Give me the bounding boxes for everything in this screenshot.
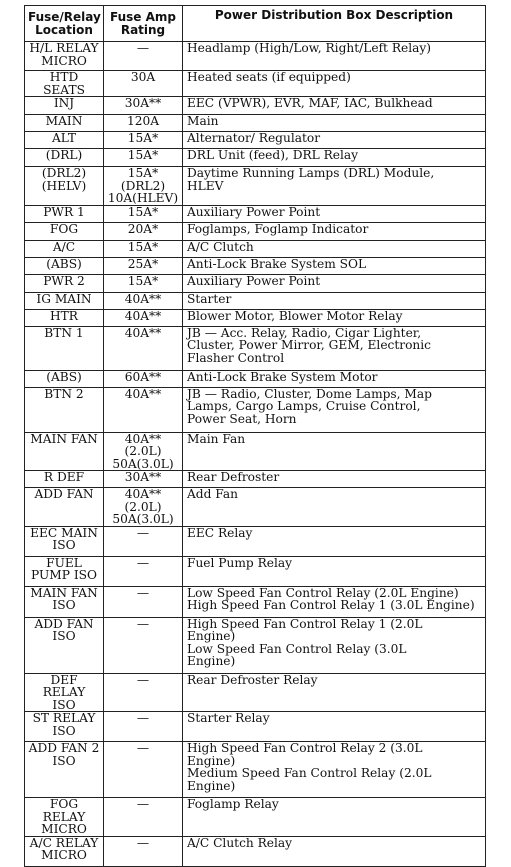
cell-line: FOG [49, 221, 79, 236]
cell-line: 50A(3.0L) [112, 512, 174, 526]
cell-line: Anti-Lock Brake System Motor [187, 369, 378, 384]
cell-line: 15A* [127, 204, 159, 219]
rating-cell [104, 132, 183, 149]
cell-line: — [136, 41, 150, 55]
description-cell [183, 115, 486, 132]
cell-line: Lamps, Cargo Lamps, Cruise Control, [187, 399, 421, 413]
location-cell [25, 798, 104, 837]
rating-cell [104, 488, 183, 527]
cell-line: Cluster, Power Mirror, GEM, Electronic [187, 338, 431, 352]
cell-line: Engine) [187, 629, 236, 643]
rating-cell [104, 309, 183, 326]
table-row [25, 387, 486, 432]
rating-cell [104, 526, 183, 556]
table-row [25, 586, 486, 617]
table-row [25, 222, 486, 240]
cell-line: PWR 2 [43, 273, 85, 288]
cell-line: (DRL) [45, 148, 83, 162]
location-cell [25, 586, 104, 617]
cell-line: High Speed Fan Control Relay 1 (3.0L Engine) [187, 598, 475, 612]
cell-line: 40A**(2.0L) [124, 431, 162, 458]
header-row [25, 6, 486, 42]
rating-cell [104, 617, 183, 673]
table-row [25, 836, 486, 866]
rating-cell [104, 149, 183, 167]
table-row [25, 71, 486, 97]
cell-line: Foglamps, Foglamp Indicator [187, 221, 369, 236]
fuse-relay-table [24, 5, 486, 867]
rating-cell [104, 471, 183, 488]
description-cell [183, 97, 486, 115]
description-cell [183, 432, 486, 471]
description-column-header: Power Distribution Box Description [183, 6, 486, 42]
rating-cell [104, 556, 183, 586]
cell-line: 40A** [124, 291, 162, 306]
location-cell [25, 97, 104, 115]
cell-line: Medium Speed Fan Control Relay (2.0L [187, 766, 432, 780]
table-row [25, 526, 486, 556]
table-row [25, 149, 486, 167]
rating-cell [104, 370, 183, 387]
description-cell [183, 617, 486, 673]
description-cell [183, 167, 486, 206]
cell-line: Starter Relay [187, 711, 270, 725]
description-cell [183, 556, 486, 586]
cell-line: Starter [187, 291, 232, 306]
cell-line: ADD FAN 2 [28, 741, 100, 755]
cell-line: 10A(HLEV) [107, 191, 179, 205]
cell-line: Engine) [187, 753, 236, 768]
location-cell [25, 292, 104, 309]
cell-line: (ABS) [46, 256, 82, 271]
cell-line: A/C Clutch [187, 239, 254, 254]
table-row [25, 97, 486, 115]
cell-line: Flasher Control [187, 350, 285, 365]
table-row [25, 132, 486, 149]
rating-cell [104, 673, 183, 712]
cell-line: Rear Defroster Relay [187, 672, 318, 687]
cell-line: (HELV) [41, 178, 87, 193]
cell-line: High Speed Fan Control Relay 1 (2.0L [187, 616, 423, 631]
rating-cell [104, 586, 183, 617]
table-row [25, 42, 486, 71]
description-cell [183, 387, 486, 432]
rating-cell [104, 836, 183, 866]
cell-line: ISO [52, 753, 76, 768]
cell-line: ISO [52, 697, 76, 712]
cell-line: 15A*(DRL2) [120, 166, 166, 193]
cell-line: MAIN FAN [30, 585, 98, 600]
cell-line: Add Fan [187, 487, 239, 501]
cell-line: Engine) [187, 778, 236, 793]
cell-line: BTN 2 [44, 386, 84, 401]
cell-line: ISO [52, 723, 76, 738]
description-cell [183, 274, 486, 292]
cell-line: Power Seat, Horn [187, 411, 297, 426]
cell-line: Main [187, 114, 219, 128]
location-cell [25, 149, 104, 167]
cell-line: — [136, 797, 150, 811]
rating-cell [104, 71, 183, 97]
cell-line: 50A(3.0L) [112, 456, 174, 471]
rating-cell [104, 326, 183, 370]
cell-line: PUMP ISO [31, 568, 97, 582]
cell-line: 20A* [127, 221, 159, 236]
rating-cell [104, 274, 183, 292]
description-cell [183, 42, 486, 71]
location-cell [25, 71, 104, 97]
rating-cell [104, 42, 183, 71]
description-cell [183, 222, 486, 240]
cell-line: 40A**(2.0L) [124, 487, 162, 514]
location-cell [25, 836, 104, 866]
table-row [25, 488, 486, 527]
cell-line: MAIN FAN [30, 431, 98, 446]
table-row [25, 556, 486, 586]
cell-line: — [136, 672, 150, 687]
cell-line: Heated seats (if equipped) [187, 70, 351, 84]
table-row [25, 309, 486, 326]
cell-line: (DRL2) [41, 166, 87, 180]
cell-line: — [136, 585, 150, 600]
description-cell [183, 309, 486, 326]
cell-line: ISO [52, 538, 76, 552]
cell-line: BTN 1 [44, 325, 84, 340]
table-row [25, 673, 486, 712]
description-cell [183, 742, 486, 798]
cell-line: — [136, 525, 150, 540]
cell-line: Daytime Running Lamps (DRL) Module, [187, 166, 435, 180]
description-cell [183, 326, 486, 370]
cell-line: 15A* [127, 148, 159, 162]
location-cell [25, 673, 104, 712]
location-cell [25, 257, 104, 274]
description-cell [183, 205, 486, 222]
location-cell [25, 240, 104, 257]
cell-line: Engine) [187, 654, 236, 668]
rating-cell [104, 798, 183, 837]
rating-cell [104, 240, 183, 257]
cell-line: FOG RELAY [42, 797, 86, 824]
cell-line: DEF RELAY [42, 672, 86, 699]
table-body [25, 42, 486, 867]
location-cell [25, 488, 104, 527]
description-cell [183, 292, 486, 309]
description-cell [183, 526, 486, 556]
cell-line: Foglamp Relay [187, 797, 279, 811]
description-cell [183, 798, 486, 837]
rating-cell [104, 292, 183, 309]
cell-line: Anti-Lock Brake System SOL [187, 256, 367, 271]
location-cell [25, 617, 104, 673]
rating-cell [104, 167, 183, 206]
cell-line: Main Fan [187, 431, 246, 446]
table-row [25, 205, 486, 222]
cell-line: 30A [130, 70, 156, 84]
cell-line: 40A** [124, 308, 162, 323]
rating-cell [104, 712, 183, 742]
description-cell [183, 488, 486, 527]
location-cell [25, 115, 104, 132]
table-row [25, 712, 486, 742]
cell-line: — [136, 741, 150, 755]
cell-line: MICRO [41, 822, 87, 836]
location-cell [25, 132, 104, 149]
cell-line: A/C RELAY [29, 835, 99, 850]
description-cell [183, 370, 486, 387]
cell-line: FUEL [46, 555, 82, 570]
cell-line: MICRO [41, 848, 87, 862]
location-cell [25, 205, 104, 222]
cell-line: — [136, 711, 150, 725]
cell-line: High Speed Fan Control Relay 2 (3.0L [187, 741, 423, 755]
cell-line: 15A* [127, 239, 159, 254]
cell-line: HLEV [187, 178, 224, 193]
location-cell [25, 556, 104, 586]
cell-line: Blower Motor, Blower Motor Relay [187, 308, 403, 323]
table-row [25, 167, 486, 206]
cell-line: Fuel Pump Relay [187, 555, 293, 570]
cell-line: INJ [53, 96, 75, 110]
cell-line: 15A* [127, 131, 159, 145]
cell-line: EEC (VPWR), EVR, MAF, IAC, Bulkhead [187, 96, 433, 110]
cell-line: 60A** [124, 369, 162, 384]
cell-line: 120A [126, 114, 160, 128]
cell-line: — [136, 616, 150, 631]
rating-cell [104, 742, 183, 798]
header-line: Fuse Amp [110, 9, 176, 24]
cell-line: A/C [52, 239, 76, 254]
location-cell [25, 222, 104, 240]
location-cell [25, 274, 104, 292]
rating-cell [104, 205, 183, 222]
location-cell [25, 471, 104, 488]
cell-line: IG MAIN [36, 291, 92, 306]
rating-column-header [104, 6, 183, 42]
cell-line: MICRO [41, 53, 87, 68]
table-row [25, 798, 486, 837]
rating-cell [104, 115, 183, 132]
location-cell [25, 526, 104, 556]
location-cell [25, 742, 104, 798]
cell-line: JB — Radio, Cluster, Dome Lamps, Map [187, 386, 432, 401]
cell-line: PWR 1 [43, 204, 85, 219]
cell-line: Low Speed Fan Control Relay (2.0L Engine) [187, 585, 459, 600]
description-cell [183, 71, 486, 97]
location-cell [25, 387, 104, 432]
cell-line: Alternator/ Regulator [187, 131, 321, 145]
cell-line: MAIN [45, 114, 83, 128]
table-row [25, 115, 486, 132]
table-row [25, 617, 486, 673]
cell-line: Auxiliary Power Point [187, 273, 321, 288]
cell-line: EEC MAIN [30, 525, 98, 540]
cell-line: H/L RELAY [29, 41, 99, 55]
rating-cell [104, 222, 183, 240]
location-cell [25, 712, 104, 742]
description-cell [183, 712, 486, 742]
table-row [25, 432, 486, 471]
cell-line: Headlamp (High/Low, Right/Left Relay) [187, 41, 432, 55]
cell-line: Rear Defroster [187, 470, 280, 484]
cell-line: HTR [50, 308, 78, 323]
cell-line: ISO [52, 598, 76, 612]
cell-line: 40A** [124, 325, 162, 340]
cell-line: JB — Acc. Relay, Radio, Cigar Lighter, [187, 325, 422, 340]
table-row [25, 274, 486, 292]
table-row [25, 471, 486, 488]
cell-line: (ABS) [46, 369, 82, 384]
description-cell [183, 471, 486, 488]
header-line: Rating [120, 22, 166, 37]
table-row [25, 257, 486, 274]
table-row [25, 292, 486, 309]
cell-line: — [136, 835, 150, 850]
cell-line: 25A* [127, 256, 159, 271]
description-cell [183, 586, 486, 617]
cell-line: Low Speed Fan Control Relay (3.0L [187, 641, 407, 656]
table-row [25, 370, 486, 387]
location-cell [25, 167, 104, 206]
cell-line: 15A* [127, 273, 159, 288]
cell-line: EEC Relay [187, 525, 253, 540]
location-cell [25, 309, 104, 326]
location-cell [25, 326, 104, 370]
description-cell [183, 149, 486, 167]
description-cell [183, 836, 486, 866]
rating-cell [104, 97, 183, 115]
cell-line: DRL Unit (feed), DRL Relay [187, 148, 359, 162]
cell-line: HTD SEATS [43, 70, 85, 97]
table-row [25, 326, 486, 370]
rating-cell [104, 257, 183, 274]
cell-line: 30A** [124, 96, 162, 110]
location-cell [25, 432, 104, 471]
cell-line: ADD FAN [34, 616, 94, 631]
location-cell [25, 370, 104, 387]
description-cell [183, 240, 486, 257]
cell-line: ADD FAN [34, 487, 94, 501]
description-cell [183, 257, 486, 274]
cell-line: ISO [52, 629, 76, 643]
rating-cell [104, 432, 183, 471]
cell-line: — [136, 555, 150, 570]
cell-line: ST RELAY [32, 711, 96, 725]
table-row [25, 240, 486, 257]
header-line: Location [35, 22, 93, 37]
location-cell [25, 42, 104, 71]
location-column-header [25, 6, 104, 42]
cell-line: ALT [51, 131, 77, 145]
cell-line: R DEF [43, 470, 85, 484]
cell-line: 40A** [124, 386, 162, 401]
cell-line: 30A** [124, 470, 162, 484]
rating-cell [104, 387, 183, 432]
table-row [25, 742, 486, 798]
cell-line: A/C Clutch Relay [187, 835, 293, 850]
cell-line: Auxiliary Power Point [187, 204, 321, 219]
header-line: Fuse/Relay [28, 9, 101, 24]
description-cell [183, 673, 486, 712]
description-cell [183, 132, 486, 149]
